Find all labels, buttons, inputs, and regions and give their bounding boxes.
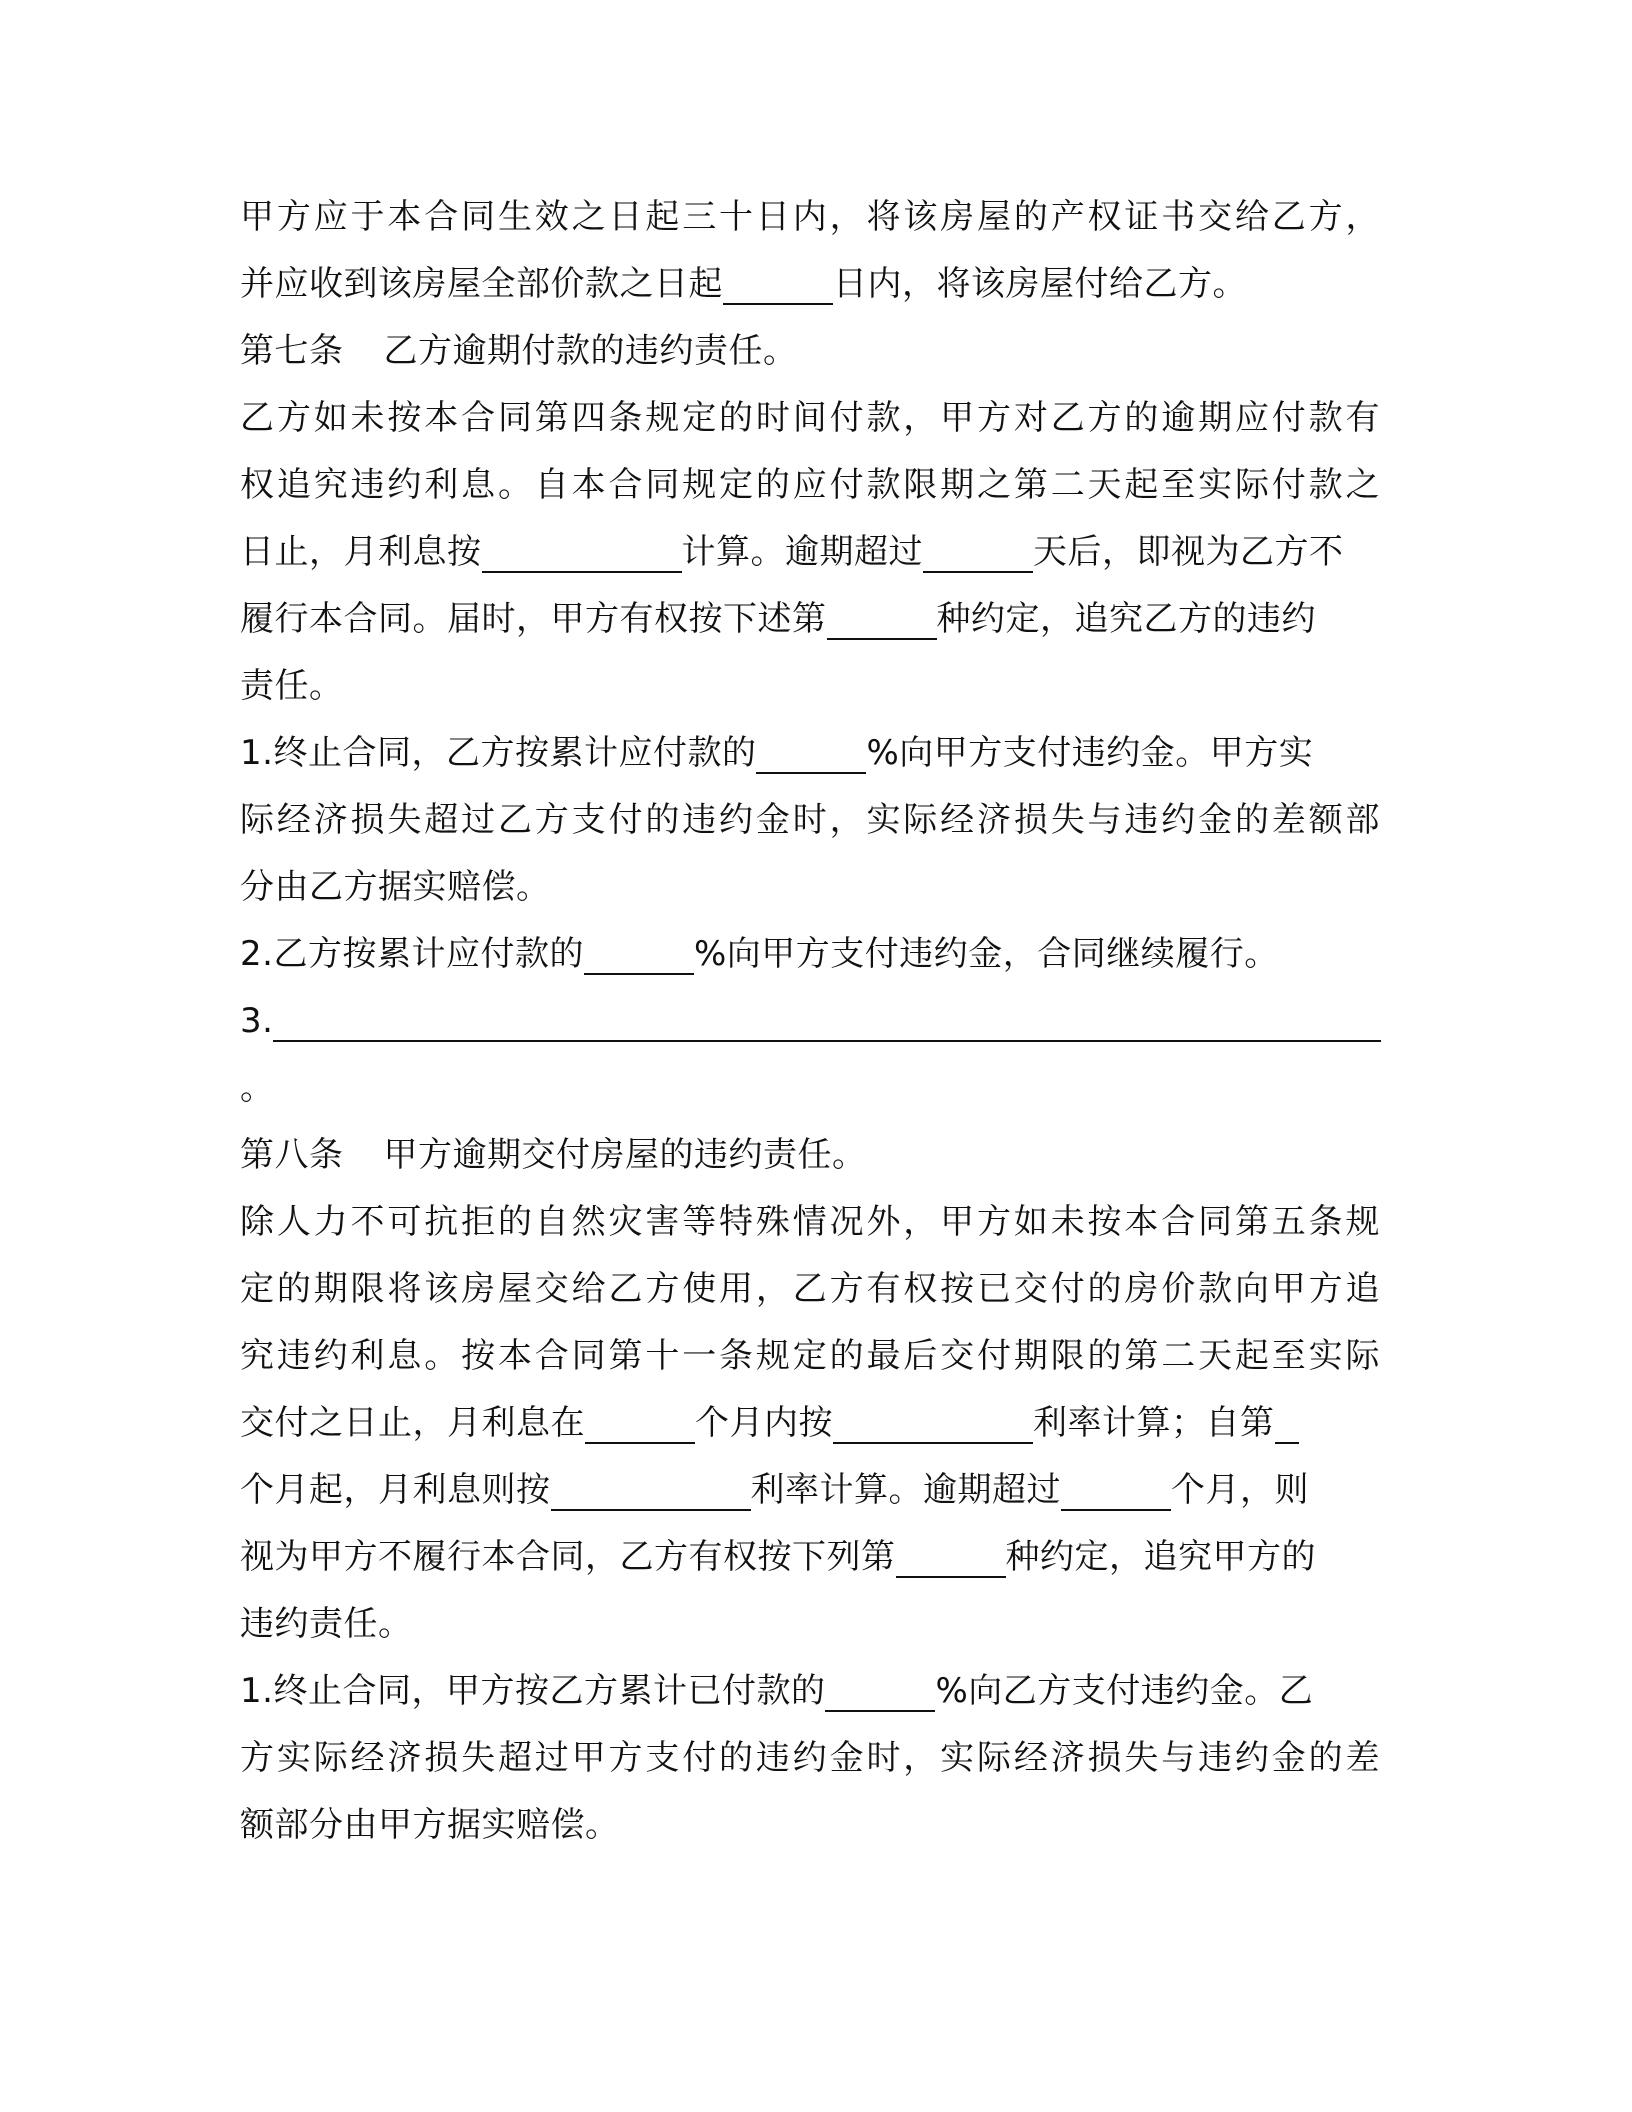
fill-blank[interactable] — [584, 939, 694, 975]
text-span: 除人力不可抗拒的自然灾害等特殊情况外，甲方如未按本合同第五条规 — [240, 1202, 1380, 1242]
text-span: 并应收到该房屋全部价款之日起 — [240, 264, 723, 304]
text-span: %向乙方支付违约金。乙 — [935, 1671, 1314, 1711]
text-line — [240, 1792, 1380, 1859]
text-line — [240, 251, 1380, 318]
text-span: 。 — [240, 1068, 275, 1108]
fill-blank[interactable] — [1275, 1408, 1299, 1444]
text-span: 计算。逾期超过 — [681, 532, 923, 572]
fill-blank[interactable] — [827, 604, 937, 640]
text-span: 方实际经济损失超过甲方支付的违约金时，实际经济损失与违约金的差 — [240, 1738, 1380, 1778]
text-span: 日内，将该房屋付给乙方。 — [833, 264, 1247, 304]
text-span: 分由乙方据实赔偿。 — [240, 867, 551, 907]
text-line — [240, 385, 1380, 452]
text-line — [240, 1457, 1380, 1524]
text-line — [240, 184, 1380, 251]
text-span: 责任。 — [240, 666, 344, 706]
text-line — [240, 1658, 1380, 1725]
fill-blank[interactable] — [825, 1676, 935, 1712]
text-span: %向甲方支付违约金。甲方实 — [866, 733, 1314, 773]
text-line — [240, 452, 1380, 519]
text-line — [240, 586, 1380, 653]
fill-blank-long[interactable] — [273, 1006, 1381, 1042]
article-number: 第七条 — [240, 331, 344, 371]
text-line — [240, 1323, 1380, 1390]
text-span: 种约定，追究甲方的 — [1005, 1537, 1316, 1577]
fill-blank[interactable] — [585, 1408, 695, 1444]
article-title: 甲方逾期交付房屋的违约责任。 — [383, 1135, 867, 1175]
text-span: 履行本合同。届时，甲方有权按下述第 — [240, 599, 827, 639]
fill-blank[interactable] — [1061, 1475, 1171, 1511]
text-line — [240, 921, 1380, 988]
text-span: 究违约利息。按本合同第十一条规定的最后交付期限的第二天起至实际 — [240, 1336, 1380, 1376]
text-line — [240, 787, 1380, 854]
text-line — [240, 1256, 1380, 1323]
text-line — [240, 720, 1380, 787]
article-number: 第八条 — [240, 1135, 344, 1175]
contract-body — [240, 184, 1380, 1859]
text-span: 权追究违约利息。自本合同规定的应付款限期之第二天起至实际付款之 — [240, 465, 1380, 505]
text-span: 定的期限将该房屋交给乙方使用，乙方有权按已交付的房价款向甲方追 — [240, 1269, 1380, 1309]
text-line — [240, 1055, 1380, 1122]
text-line — [240, 653, 1380, 720]
text-span: 1.终止合同，乙方按累计应付款的 — [240, 733, 757, 773]
text-span: 日止，月利息按 — [240, 532, 482, 572]
text-span: 际经济损失超过乙方支付的违约金时，实际经济损失与违约金的差额部 — [240, 800, 1380, 840]
text-line — [240, 988, 1380, 1055]
text-line — [240, 1725, 1380, 1792]
text-span: 甲方应于本合同生效之日起三十日内，将该房屋的产权证书交给乙方， — [240, 197, 1380, 237]
text-span: 天后，即视为乙方不 — [1033, 532, 1344, 572]
article-heading — [240, 1122, 1380, 1189]
text-span: 违约责任。 — [240, 1604, 413, 1644]
text-span: 额部分由甲方据实赔偿。 — [240, 1805, 620, 1845]
text-span: 种约定，追究乙方的违约 — [936, 599, 1316, 639]
text-span: 视为甲方不履行本合同，乙方有权按下列第 — [240, 1537, 896, 1577]
text-span: 乙方如未按本合同第四条规定的时间付款，甲方对乙方的逾期应付款有 — [240, 398, 1380, 438]
text-span: 个月内按 — [695, 1403, 833, 1443]
text-line — [240, 1390, 1380, 1457]
text-span: 个月，则 — [1171, 1470, 1309, 1510]
article-title: 乙方逾期付款的违约责任。 — [383, 331, 798, 371]
text-line — [240, 1524, 1380, 1591]
text-line — [240, 519, 1380, 586]
text-span: 利率计算；自第 — [1033, 1403, 1275, 1443]
article-heading — [240, 318, 1380, 385]
fill-blank[interactable] — [482, 537, 682, 573]
text-span: 1.终止合同，甲方按乙方累计已付款的 — [240, 1671, 826, 1711]
text-span: %向甲方支付违约金，合同继续履行。 — [693, 934, 1279, 974]
fill-blank[interactable] — [833, 1408, 1033, 1444]
text-line — [240, 854, 1380, 921]
fill-blank[interactable] — [923, 537, 1033, 573]
text-span: 2.乙方按累计应付款的 — [240, 934, 584, 974]
fill-blank[interactable] — [896, 1542, 1006, 1578]
fill-blank[interactable] — [723, 269, 833, 305]
text-line — [240, 1591, 1380, 1658]
fill-blank[interactable] — [756, 738, 866, 774]
text-span: 3. — [240, 1001, 274, 1041]
text-span: 交付之日止，月利息在 — [240, 1403, 585, 1443]
text-span: 利率计算。逾期超过 — [750, 1470, 1061, 1510]
text-span: 个月起，月利息则按 — [240, 1470, 551, 1510]
text-line — [240, 1189, 1380, 1256]
fill-blank[interactable] — [551, 1475, 751, 1511]
